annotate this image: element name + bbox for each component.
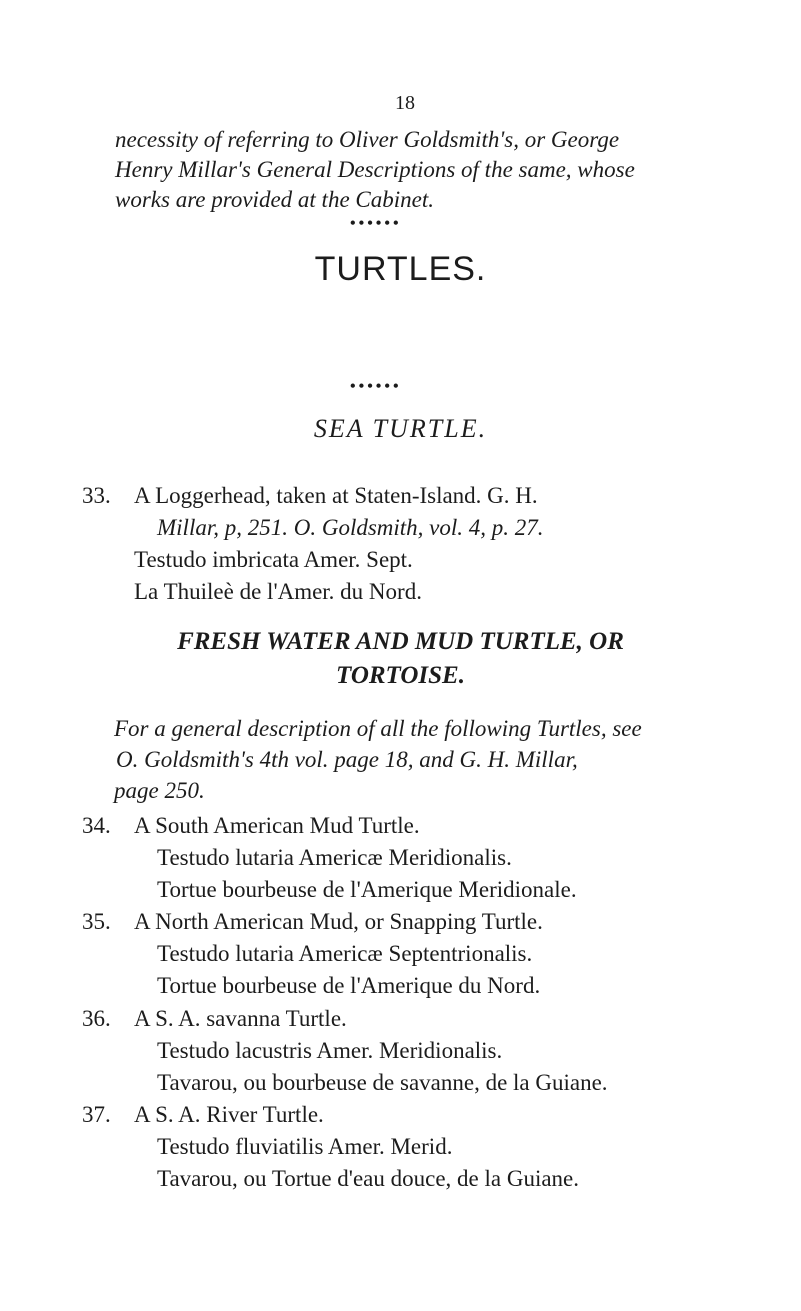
- separator-dots: ••••••: [350, 378, 402, 395]
- heading-fresh-water-line: TORTOISE.: [336, 662, 465, 689]
- entry-line: Testudo lacustris Amer. Meridionalis.: [157, 1038, 503, 1063]
- description-line: page 250.: [114, 778, 205, 803]
- intro-line: necessity of referring to Oliver Goldsmith's, or George: [115, 127, 620, 152]
- entry-line: A North American Mud, or Snapping Turtle.: [134, 909, 543, 934]
- entry-number: 37.: [82, 1102, 111, 1127]
- entry-number: 33.: [82, 483, 111, 508]
- intro-line: works are provided at the Cabinet.: [115, 187, 434, 212]
- general-description: [114, 713, 774, 806]
- entry-line: A S. A. savanna Turtle.: [134, 1006, 347, 1031]
- heading-turtles: TURTLES.: [314, 250, 487, 288]
- entry-number: 35.: [82, 909, 111, 934]
- heading-fresh-water: [0, 625, 801, 693]
- entry-line: Testudo fluviatilis Amer. Merid.: [157, 1134, 453, 1159]
- intro-paragraph: [115, 125, 755, 215]
- page-number: 18: [395, 92, 415, 114]
- entry-line: Testudo lutaria Americæ Meridionalis.: [157, 845, 512, 870]
- entry-line: Testudo imbricata Amer. Sept.: [134, 547, 413, 572]
- entry-line: A Loggerhead, taken at Staten-Island. G. H.: [134, 483, 538, 508]
- entry-number: 34.: [82, 813, 111, 838]
- heading-sea-turtle: SEA TURTLE.: [313, 414, 488, 443]
- entry-line: Tortue bourbeuse de l'Amerique Meridionale.: [157, 877, 577, 902]
- heading-fresh-water-line: FRESH WATER AND MUD TURTLE, OR: [177, 628, 624, 655]
- entry-line: Tavarou, ou bourbeuse de savanne, de la Guiane.: [157, 1070, 608, 1095]
- entry-number: 36.: [82, 1006, 111, 1031]
- entry-line: A South American Mud Turtle.: [134, 813, 420, 838]
- description-line: For a general description of all the following Turtles, see: [114, 716, 642, 741]
- entry-line: Tortue bourbeuse de l'Amerique du Nord.: [157, 973, 541, 998]
- entry-line: Testudo lutaria Americæ Septentrionalis.: [157, 941, 533, 966]
- entry-line: Millar, p, 251. O. Goldsmith, vol. 4, p. 27.: [157, 515, 544, 540]
- entry-line: A S. A. River Turtle.: [134, 1102, 324, 1127]
- entry-line: Tavarou, ou Tortue d'eau douce, de la Guiane.: [157, 1166, 580, 1191]
- intro-line: Henry Millar's General Descriptions of the same, whose: [115, 157, 635, 182]
- description-line: O. Goldsmith's 4th vol. page 18, and G. H. Millar,: [116, 747, 578, 772]
- entry-line: La Thuileè de l'Amer. du Nord.: [134, 579, 422, 604]
- separator-dots: ••••••: [350, 215, 402, 232]
